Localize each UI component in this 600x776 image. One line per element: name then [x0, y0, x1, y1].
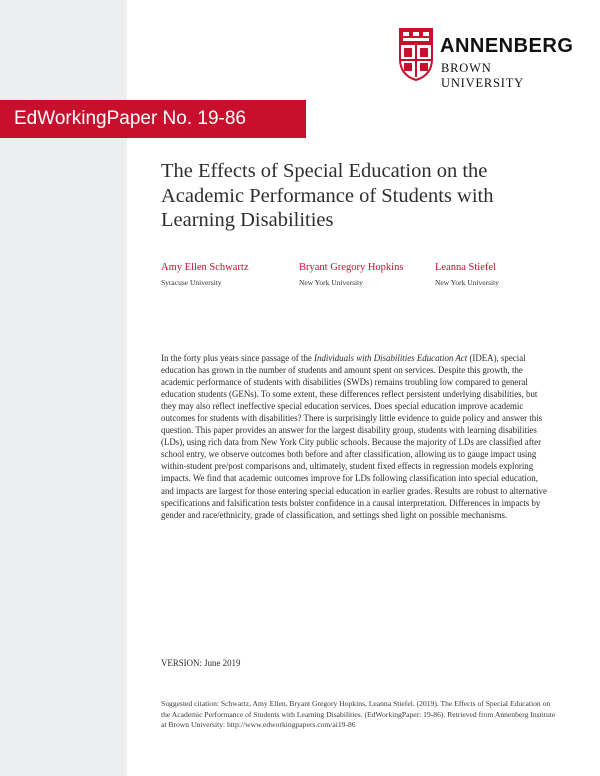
author-affiliation: Syracuse University [161, 278, 222, 287]
banner-label: EdWorkingPaper No. 19-86 [14, 108, 246, 129]
brown-shield-icon [398, 27, 434, 81]
act-name: Individuals with Disabilities Education Act [314, 353, 468, 363]
version-date: VERSION: June 2019 [161, 658, 241, 668]
author-affiliation: New York University [435, 278, 499, 287]
paper-title: The Effects of Special Education on the Academic Performance of Students with Learning Disabilities [161, 160, 494, 231]
abstract-text-start: In the forty plus years since passage of the [161, 353, 315, 363]
logo-name: ANNENBERG [440, 35, 574, 57]
working-paper-banner [0, 100, 306, 138]
abstract-text-rest: (IDEA), special education has grown in the number of students and amount spent on services. Despite this growth, the academic performance of students with disabilities (SWDs) remains troubling low compared to general education students (GENs). To some extent, these differences reflect persistent underlying disabilities, but they may also reflect ineffective special education services. Does special education improve academic outcomes for students with disabilities? There is surprisingly little evidence to guide policy and answer this question. This paper provides an answer for the largest disability group, students with learning disabilities (LDs), using rich data from New York City public schools. Because the majority of LDs are classified after school entry, we observe outcomes both before and after classification, allowing us to gauge impact using within-student pre/post comparisons and, ultimately, student fixed effects in regression models exploring impacts. We find that academic outcomes improve for LDs following classification into special education, and impacts are largest for those entering special education in earlier grades. Results are robust to alternative specifications and falsification tests bolster confidence in a causal interpretation. Differences in impacts by gender and race/ethnicity, grade of classification, and settings shed light on possible mechanisms. [161, 353, 548, 520]
author-block [161, 262, 248, 287]
logo-subtitle: BROWN UNIVERSITY [441, 61, 524, 90]
author-block [435, 262, 499, 287]
abstract [161, 352, 549, 521]
author-name: Amy Ellen Schwartz [161, 262, 249, 273]
author-name: Bryant Gregory Hopkins [299, 262, 404, 273]
author-block [299, 262, 403, 287]
annenberg-logo [398, 27, 574, 90]
author-affiliation: New York University [299, 278, 363, 287]
suggested-citation: Suggested citation: Schwartz, Amy Ellen, Bryant Gregory Hopkins, Leanna Stiefel. (2019). The Effects of Special Education on the Academic Performance of Students with Learning Disabilities. (EdWorkingPaper: 19-86). Retrieved from Annenberg Institute at Brown University: http://www.edworkingpapers.com/ai19-86 [161, 699, 556, 729]
author-name: Leanna Stiefel [435, 262, 496, 273]
